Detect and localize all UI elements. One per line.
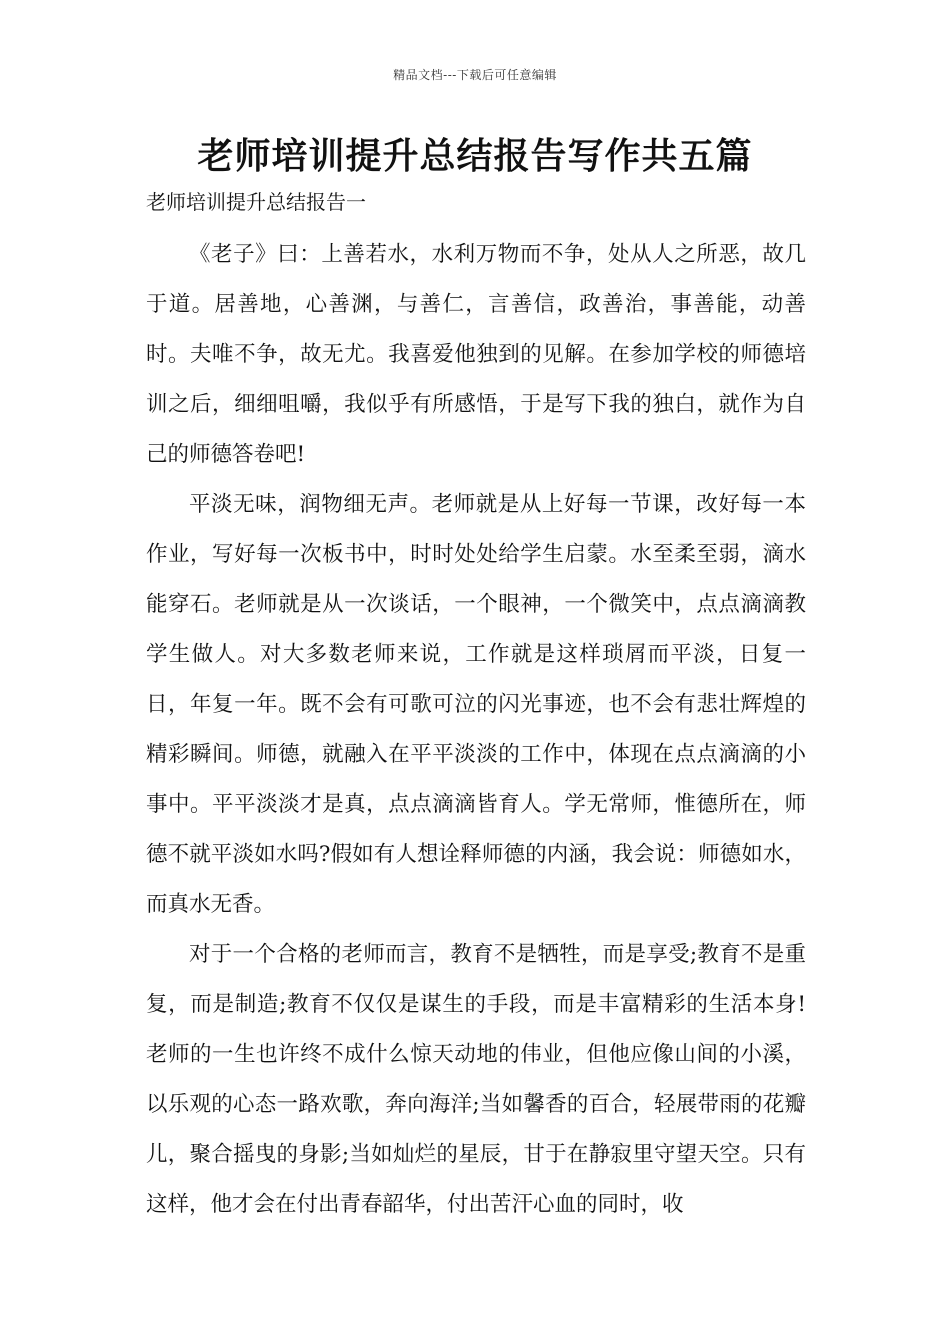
document-subtitle: 老师培训提升总结报告一: [146, 190, 366, 214]
paragraph-3: 对于一个合格的老师而言，教育不是牺牲，而是享受;教育不是重复，而是制造;教育不仅仅是谋生的手段，而是丰富精彩的生活本身!老师的一生也许终不成什么惊天动地的伟业，但他应像山间的小溪，以乐观的心态一路欢歌，奔向海洋;当如馨香的百合，轻展带雨的花瓣儿，聚合摇曳的身影;当如灿烂的星辰，甘于在静寂里守望天空。只有这样，他才会在付出青春韶华，付出苦汗心血的同时，收: [146, 942, 806, 1217]
document-body: [146, 230, 806, 1230]
header-note: 精品文档---下载后可任意编辑: [393, 68, 557, 82]
document-title: 老师培训提升总结报告写作共五篇: [197, 135, 753, 177]
paragraph-2: 平淡无味，润物细无声。老师就是从上好每一节课，改好每一本作业，写好每一次板书中，时时处处给学生启蒙。水至柔至弱，滴水能穿石。老师就是从一次谈话，一个眼神，一个微笑中，点点滴滴教学生做人。对大多数老师来说，工作就是这样琐屑而平淡，日复一日，年复一年。既不会有可歌可泣的闪光事迹，也不会有悲壮辉煌的精彩瞬间。师德，就融入在平平淡淡的工作中，体现在点点滴滴的小事中。平平淡淡才是真，点点滴滴皆育人。学无常师，惟德所在，师德不就平淡如水吗?假如有人想诠释师德的内涵，我会说：师德如水，而真水无香。: [146, 492, 806, 917]
paragraph-1: 《老子》曰：上善若水，水利万物而不争，处从人之所恶，故几于道。居善地，心善渊，与善仁，言善信，政善治，事善能，动善时。夫唯不争，故无尤。我喜爱他独到的见解。在参加学校的师德培训之后，细细咀嚼，我似乎有所感悟，于是写下我的独白，就作为自己的师德答卷吧!: [146, 242, 806, 467]
